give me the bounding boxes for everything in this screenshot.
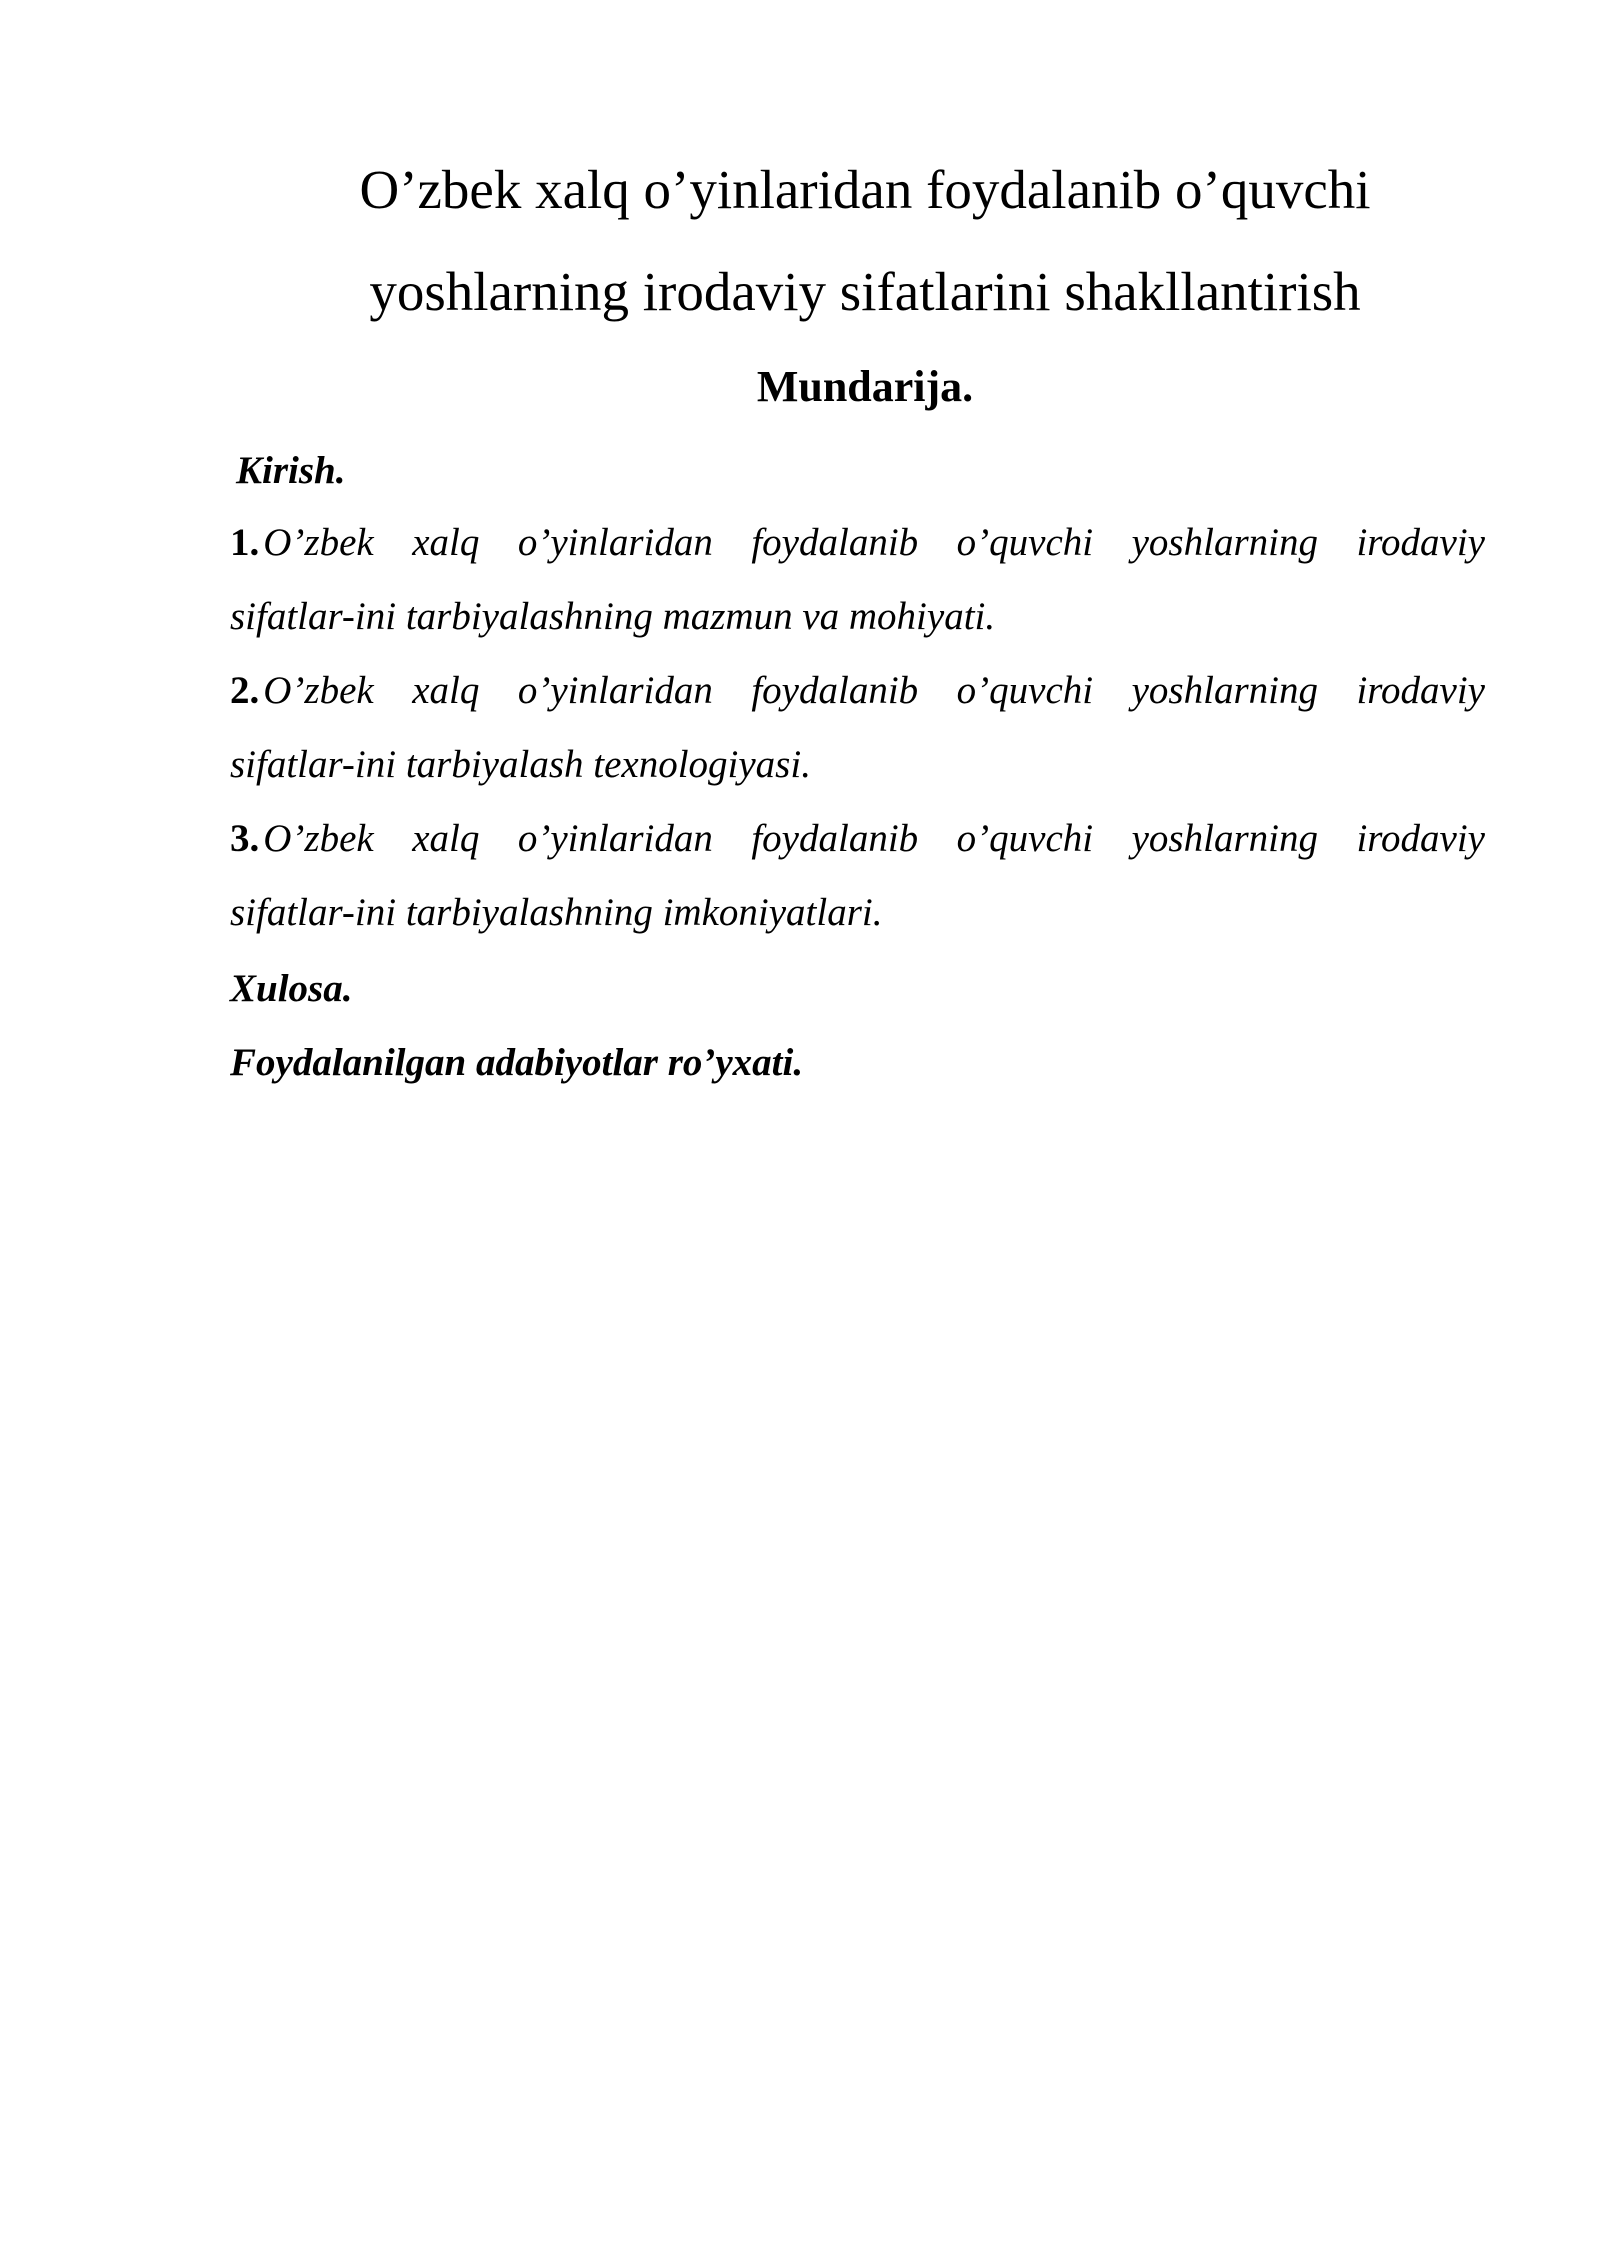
document-title-line-2: yoshlarning irodaviy sifatlarini shakllantirish — [369, 261, 1361, 322]
toc-entry-3-line-1 — [230, 816, 1485, 862]
toc-entry-references: Foydalanilgan adabiyotlar ro’yxati. — [230, 1041, 804, 1084]
toc-entry-conclusion: Xulosa. — [230, 967, 353, 1010]
toc-entry-3-number: 3. — [230, 817, 260, 860]
toc-entry-1-text-1: O’zbek xalq o’yinlaridan foydalanib o’quvchi yoshlarning irodaviy — [263, 521, 1485, 564]
contents-heading: Mundarija. — [756, 362, 974, 411]
toc-entry-2-line-1 — [230, 668, 1485, 714]
toc-entry-1-number: 1. — [230, 521, 260, 564]
toc-entry-2-text-1: O’zbek xalq o’yinlaridan foydalanib o’quvchi yoshlarning irodaviy — [263, 669, 1485, 712]
toc-entry-1-line-2: sifatlar-ini tarbiyalashning mazmun va mohiyati. — [230, 595, 996, 638]
toc-entry-intro: Kirish. — [236, 449, 346, 492]
toc-entry-2-line-2: sifatlar-ini tarbiyalash texnologiyasi. — [230, 743, 811, 786]
document-title-line-1: O’zbek xalq o’yinlaridan foydalanib o’quvchi — [359, 159, 1371, 220]
toc-entry-3-line-2: sifatlar-ini tarbiyalashning imkoniyatlari. — [230, 891, 883, 934]
toc-entry-1-line-1 — [230, 520, 1485, 566]
toc-entry-3-text-1: O’zbek xalq o’yinlaridan foydalanib o’quvchi yoshlarning irodaviy — [263, 817, 1485, 860]
toc-entry-2-number: 2. — [230, 669, 260, 712]
